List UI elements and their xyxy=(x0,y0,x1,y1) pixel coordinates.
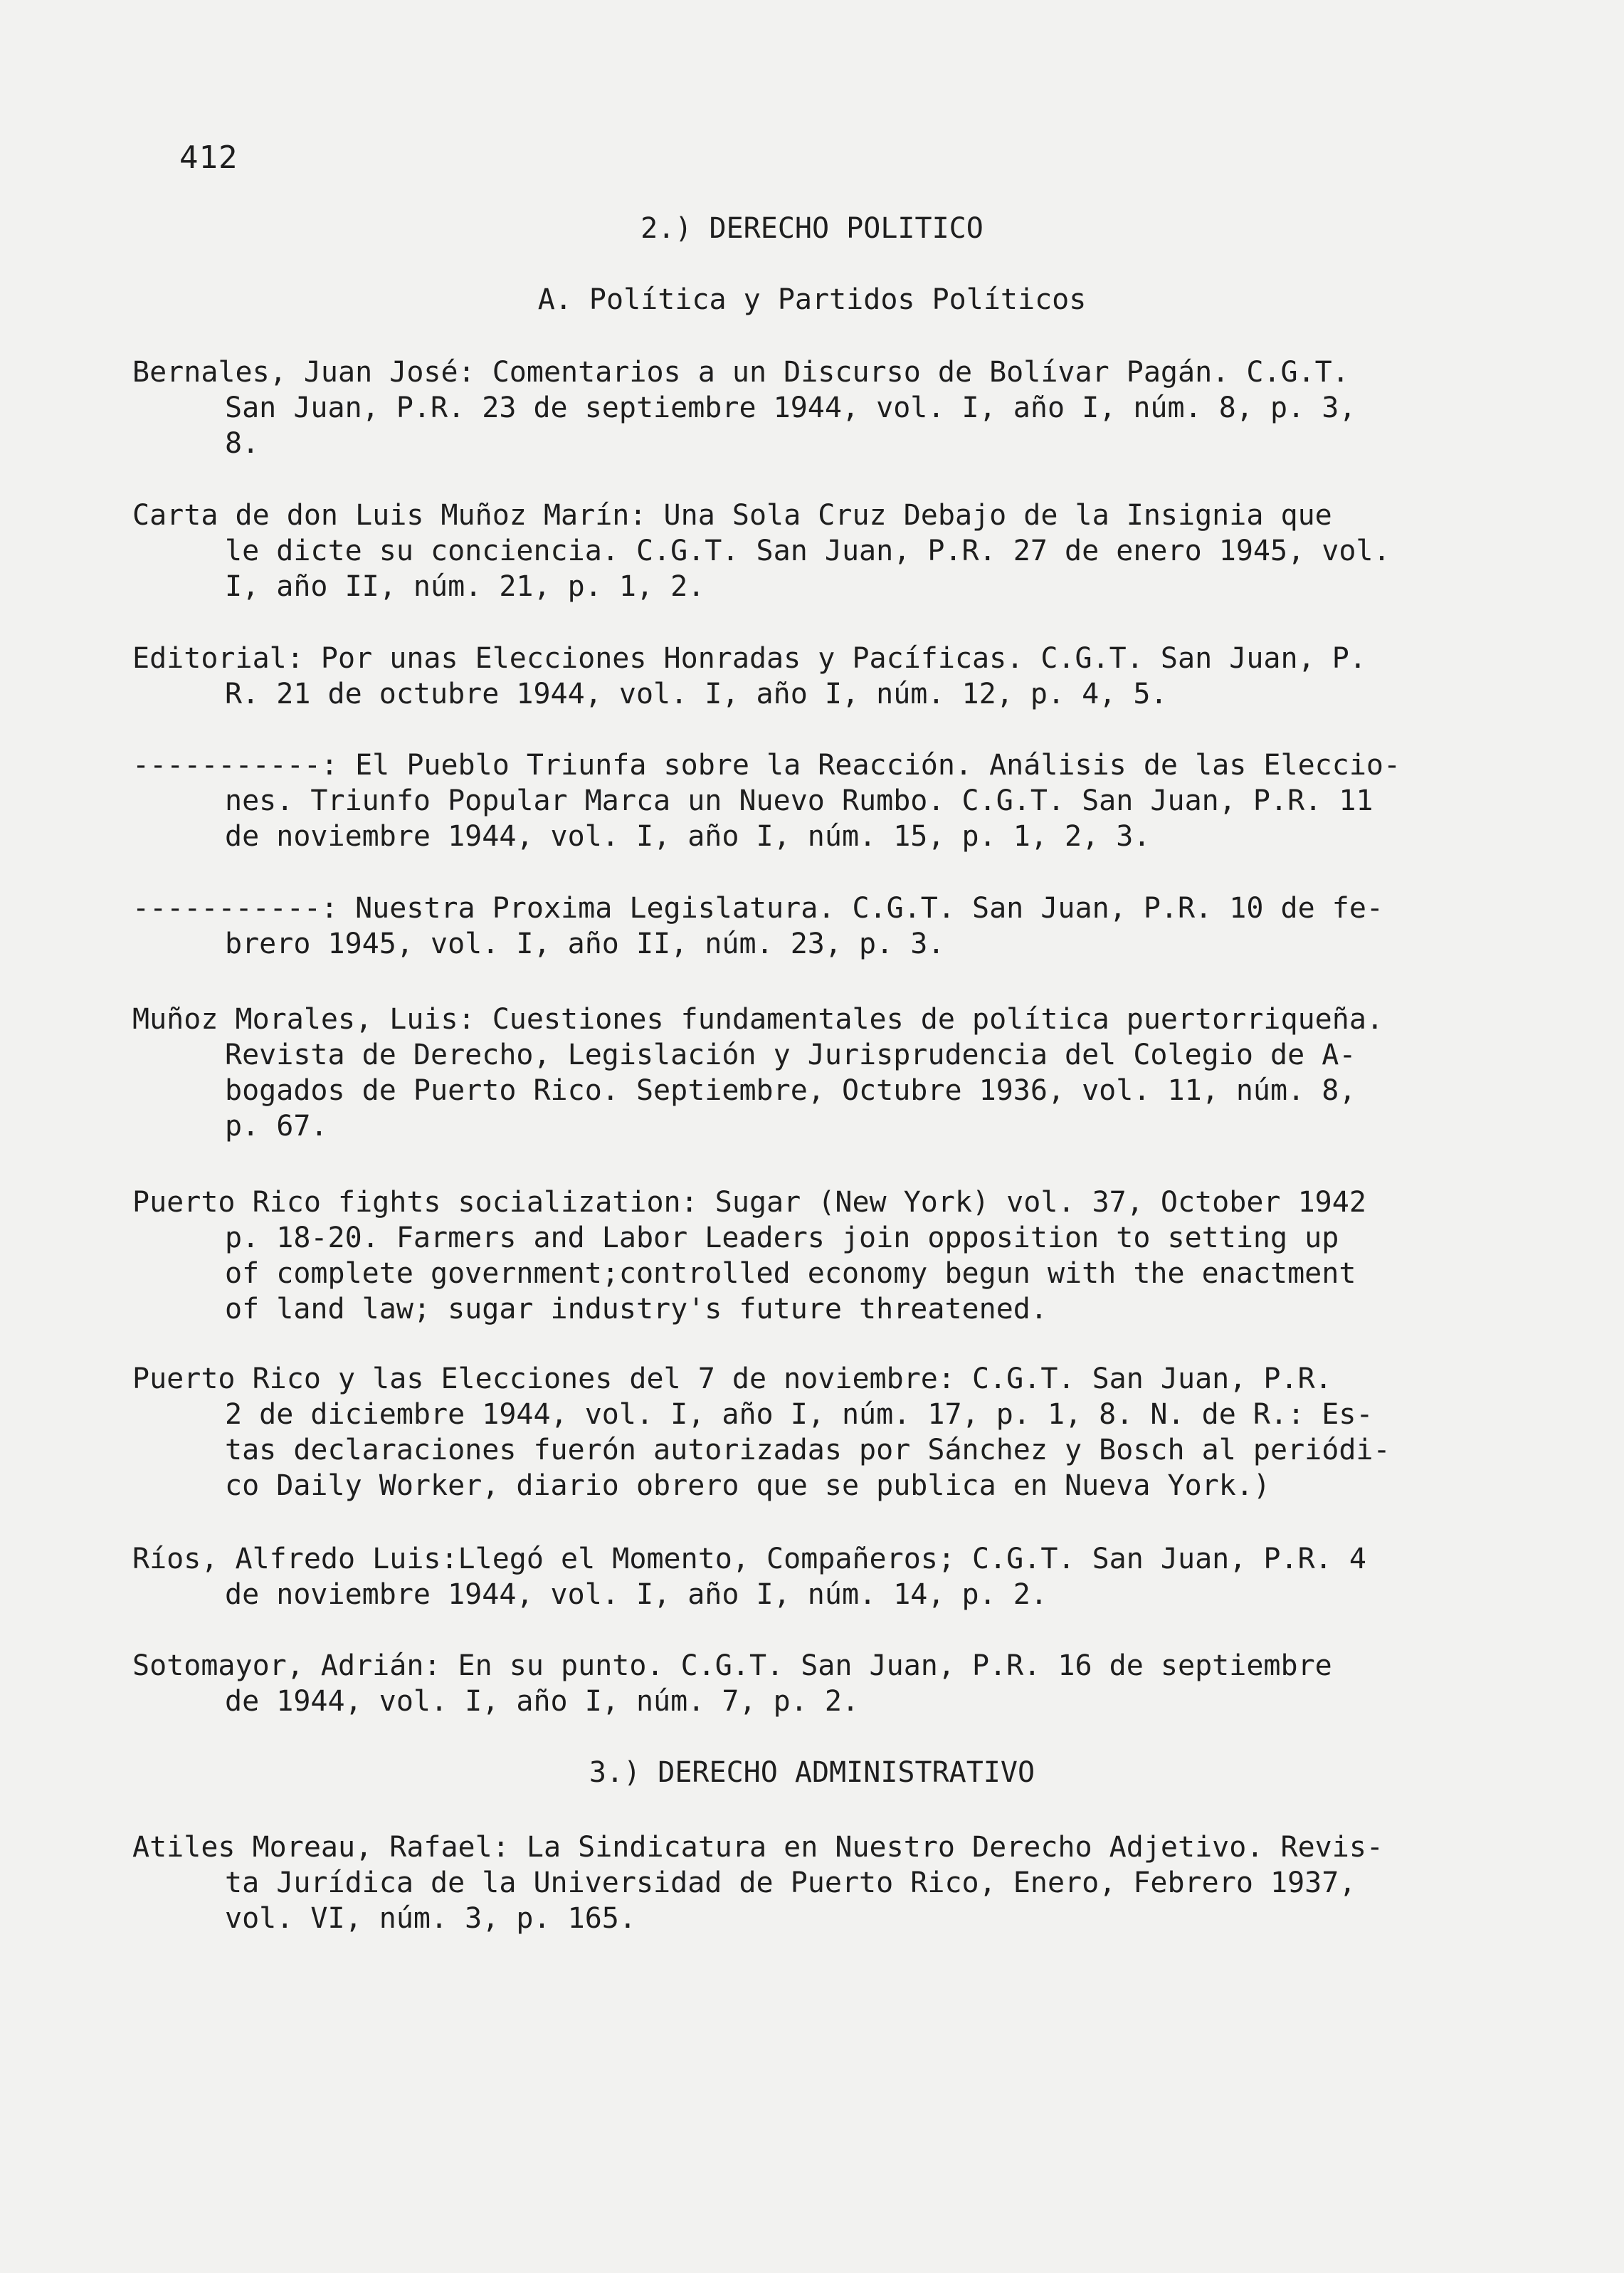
entry-line: de 1944, vol. I, año I, núm. 7, p. 2. xyxy=(225,1685,860,1718)
entry-line: -----------: Nuestra Proxima Legislatura. C.G.T. San Juan, P.R. 10 de fe- xyxy=(132,892,1383,925)
entry-line: Puerto Rico y las Elecciones del 7 de noviembre: C.G.T. San Juan, P.R. xyxy=(132,1363,1332,1395)
entry-line: de noviembre 1944, vol. I, año I, núm. 15, p. 1, 2, 3. xyxy=(225,820,1151,853)
bibliography-entry xyxy=(132,1541,1442,1612)
entry-line: Sotomayor, Adrián: En su punto. C.G.T. San Juan, P.R. 16 de septiembre xyxy=(132,1649,1332,1682)
entry-line: co Daily Worker, diario obrero que se publica en Nueva York.) xyxy=(225,1469,1271,1502)
entry-line: brero 1945, vol. I, año II, núm. 23, p. 3. xyxy=(225,928,945,960)
bibliography-entry xyxy=(132,355,1442,461)
entry-line: de noviembre 1944, vol. I, año I, núm. 14, p. 2. xyxy=(225,1578,1048,1611)
entry-line: San Juan, P.R. 23 de septiembre 1944, vol. I, año I, núm. 8, p. 3, xyxy=(225,392,1356,424)
entry-line: 8. xyxy=(225,427,260,460)
bibliography-entry xyxy=(132,747,1442,854)
entry-line: I, año II, núm. 21, p. 1, 2. xyxy=(225,570,705,603)
entry-line: tas declaraciones fuerón autorizadas por Sánchez y Bosch al periódi- xyxy=(225,1434,1391,1466)
entry-line: 2 de diciembre 1944, vol. I, año I, núm. 17, p. 1, 8. N. de R.: Es- xyxy=(225,1398,1373,1431)
section-heading-derecho-politico: 2.) DERECHO POLITICO xyxy=(640,212,984,245)
bibliography-entry xyxy=(132,641,1442,712)
bibliography-entry xyxy=(132,1185,1442,1327)
bibliography-entry xyxy=(132,498,1442,604)
entry-line: Ríos, Alfredo Luis:Llegó el Momento, Compañeros; C.G.T. San Juan, P.R. 4 xyxy=(132,1543,1366,1575)
entry-line: vol. VI, núm. 3, p. 165. xyxy=(225,1902,636,1935)
subsection-heading-politica-partidos: A. Política y Partidos Políticos xyxy=(537,283,1087,316)
entry-line: p. 18-20. Farmers and Labor Leaders join opposition to setting up xyxy=(225,1222,1339,1254)
entry-line: Revista de Derecho, Legislación y Jurisprudencia del Colegio de A- xyxy=(225,1039,1356,1071)
entry-line: R. 21 de octubre 1944, vol. I, año I, núm. 12, p. 4, 5. xyxy=(225,678,1168,710)
bibliography-entry xyxy=(132,1648,1442,1719)
entry-line: Puerto Rico fights socialization: Sugar (New York) vol. 37, October 1942 xyxy=(132,1186,1366,1219)
entry-line: bogados de Puerto Rico. Septiembre, Octubre 1936, vol. 11, núm. 8, xyxy=(225,1074,1356,1107)
page-number: 412 xyxy=(179,140,238,176)
section-heading-derecho-administrativo: 3.) DERECHO ADMINISTRATIVO xyxy=(589,1756,1035,1789)
entry-line: ta Jurídica de la Universidad de Puerto Rico, Enero, Febrero 1937, xyxy=(225,1867,1356,1899)
bibliography-entry xyxy=(132,1830,1442,1936)
entry-line: p. 67. xyxy=(225,1110,328,1143)
entry-line: Editorial: Por unas Elecciones Honradas y Pacíficas. C.G.T. San Juan, P. xyxy=(132,642,1366,675)
entry-line: Bernales, Juan José: Comentarios a un Discurso de Bolívar Pagán. C.G.T. xyxy=(132,356,1349,389)
entry-line: nes. Triunfo Popular Marca un Nuevo Rumbo. C.G.T. San Juan, P.R. 11 xyxy=(225,784,1373,817)
entry-line: Atiles Moreau, Rafael: La Sindicatura en Nuestro Derecho Adjetivo. Revis- xyxy=(132,1831,1383,1864)
entry-line: le dicte su conciencia. C.G.T. San Juan, P.R. 27 de enero 1945, vol. xyxy=(225,535,1391,567)
entry-line: of land law; sugar industry's future threatened. xyxy=(225,1293,1048,1326)
entry-line: Muñoz Morales, Luis: Cuestiones fundamentales de política puertorriqueña. xyxy=(132,1003,1383,1036)
bibliography-entry xyxy=(132,891,1442,962)
bibliography-entry xyxy=(132,1002,1442,1144)
entry-line: Carta de don Luis Muñoz Marín: Una Sola Cruz Debajo de la Insignia que xyxy=(132,499,1332,532)
entry-line: -----------: El Pueblo Triunfa sobre la Reacción. Análisis de las Eleccio- xyxy=(132,749,1401,782)
bibliography-entry xyxy=(132,1361,1442,1503)
entry-line: of complete government;controlled economy begun with the enactment xyxy=(225,1257,1356,1290)
